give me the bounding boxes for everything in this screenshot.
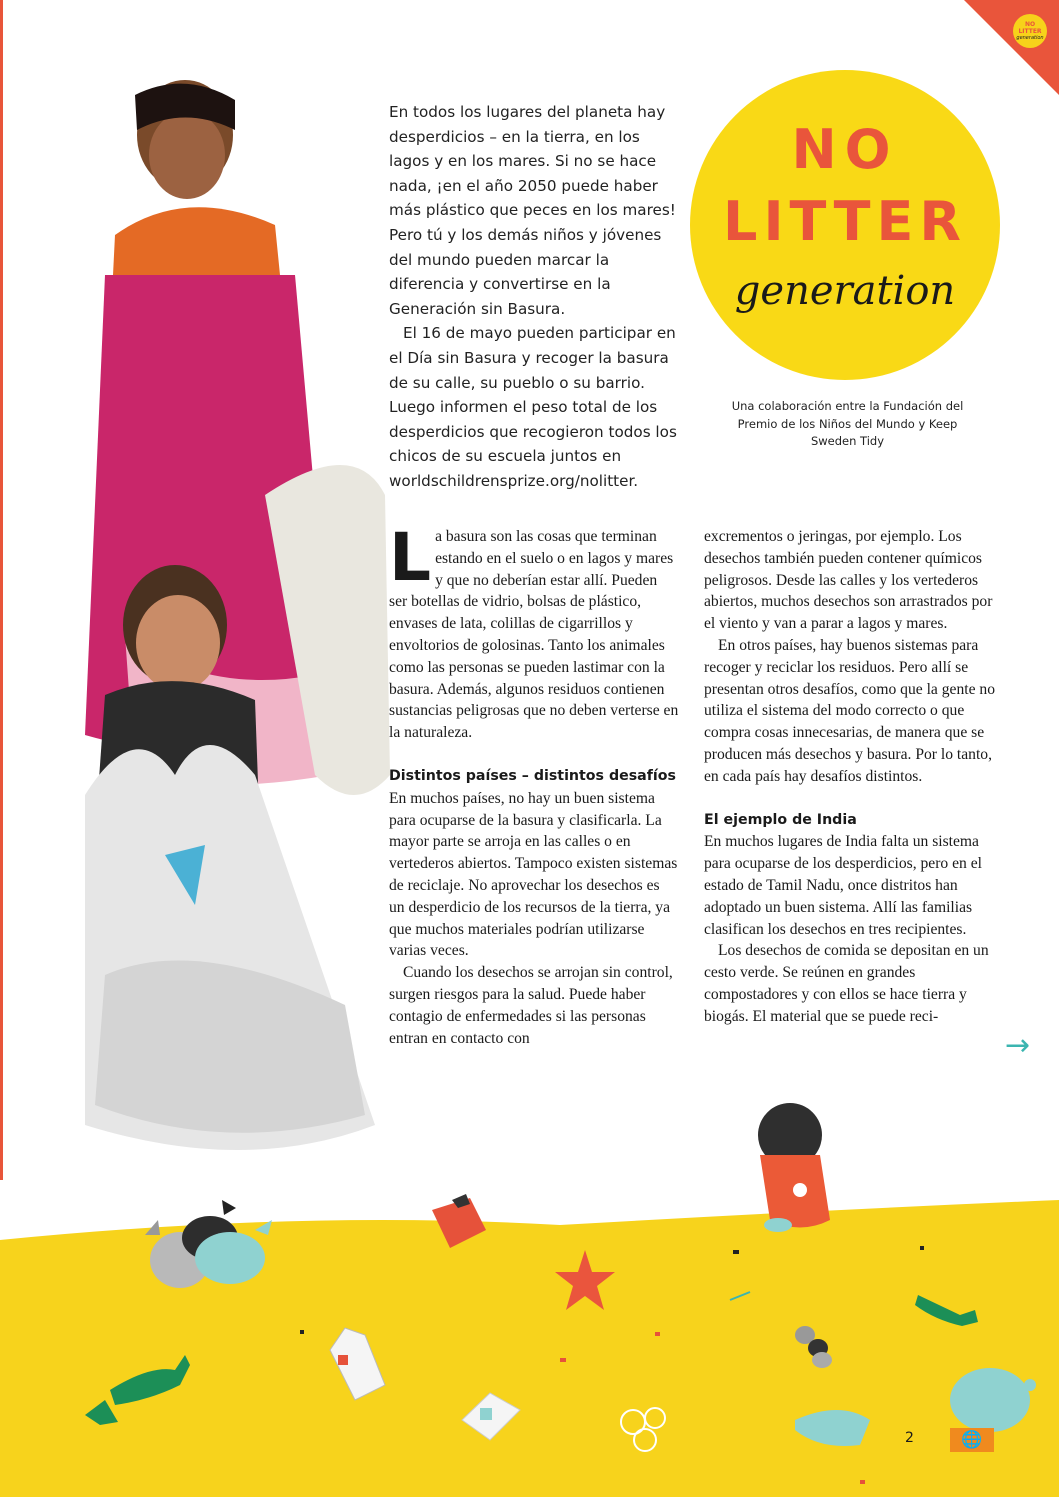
left-edge-stripe [0, 0, 3, 1180]
article-paragraph-2: En muchos países, no hay un buen sistema para ocuparse de la basura y clasificarla. La mayor parte se arroja en las calles o en vertederos abiertos. Tampoco existen sistemas de reciclaje. No aprovechar los desechos es un desperdicio de los recursos de la tierra, ya que muchos materiales podrían utilizarse varias veces. [389, 789, 678, 960]
intro-text [389, 100, 679, 494]
corner-badge-generation: generation [1016, 35, 1044, 41]
corner-triangle [964, 0, 1059, 95]
article-paragraph-6: En muchos lugares de India falta un sistema para ocuparse de los desperdicios, pero en el estado de Tamil Nadu, once distritos han adoptado un buen sistema. Allí las familias clasifican los desechos en tres recipientes. [704, 833, 982, 938]
page-number: 2 [905, 1430, 914, 1446]
children-photo [45, 75, 395, 1165]
subhead-ejemplo-india: El ejemplo de India [704, 811, 857, 828]
corner-badge [1013, 14, 1047, 48]
article-column-2 [704, 526, 996, 1028]
logo-generation: generation [734, 268, 956, 314]
litter-illustration [0, 1100, 1059, 1497]
collaboration-note: Una colaboración entre la Fundación del Premio de los Niños del Mundo y Keep Sweden Tidy [731, 399, 964, 448]
logo-no: NO [791, 118, 899, 181]
globe-icon[interactable]: 🌐 [950, 1428, 994, 1452]
next-page-arrow-icon[interactable]: → [1005, 1028, 1031, 1063]
drop-cap: L [389, 519, 432, 596]
corner-badge-litter: LITTER [1018, 28, 1042, 35]
logo-litter: LITTER [723, 190, 967, 253]
subhead-distintos-paises: Distintos países – distintos desafíos [389, 767, 676, 784]
article-paragraph-5: En otros países, hay buenos sistemas para recoger y reciclar los residuos. Pero allí se presentan otros desafíos, como que la gente no utiliza el sistema del modo correcto o que compra cosas innecesarias, de manera que se producen más desechos y basura. Por lo tanto, en cada país hay desafíos distintos. [704, 636, 995, 785]
intro-paragraph-2: El 16 de mayo pueden participar en el Día sin Basura y recoger la basura de su calle, su pueblo o su barrio. Luego informen el peso total de los desperdicios que recogieron todos los chicos de su escuela juntos en worldschildrensprize.org/nolitter. [389, 324, 677, 490]
corner-badge-no: NO [1024, 21, 1036, 28]
article-paragraph-4: excrementos o jeringas, por ejemplo. Los desechos también pueden contener químicos peligrosos. Desde las calles y los vertederos abiertos, muchos desechos son arrastrados por el viento y van a parar a lagos y mares. [704, 528, 993, 633]
article-paragraph-3: Cuando los desechos se arrojan sin control, surgen riesgos para la salud. Puede haber contagio de enfermedades si las personas entran en contacto con [389, 964, 673, 1047]
article-paragraph-1 [389, 519, 679, 744]
intro-paragraph-1: En todos los lugares del planeta hay desperdicios – en la tierra, en los lagos y en los mares. Si no se hace nada, ¡en el año 2050 puede haber más plástico que peces en los mares! Pero tú y los demás niños y jóvenes del mundo pueden marcar la diferencia y convertirse en la Generación sin Basura. [389, 103, 676, 318]
article-paragraph-1-text: a basura son las cosas que terminan estando en el suelo o en lagos y mares y que no deberían estar allí. Pueden ser botellas de vidrio, bolsas de plástico, envases de lata, colillas de cigarrillos y envoltorios de golosinas. Tanto los animales como las personas se pueden lastimar con la basura. Además, algunos residuos contienen sustancias peligrosas que no deben verterse en la naturaleza. [389, 528, 679, 742]
article-column-1 [389, 519, 679, 1049]
article-paragraph-7: Los desechos de comida se depositan en un cesto verde. Se reúnen en grandes compostadores y con ellos se hace tierra y biogás. El material que se puede reci- [704, 942, 989, 1025]
